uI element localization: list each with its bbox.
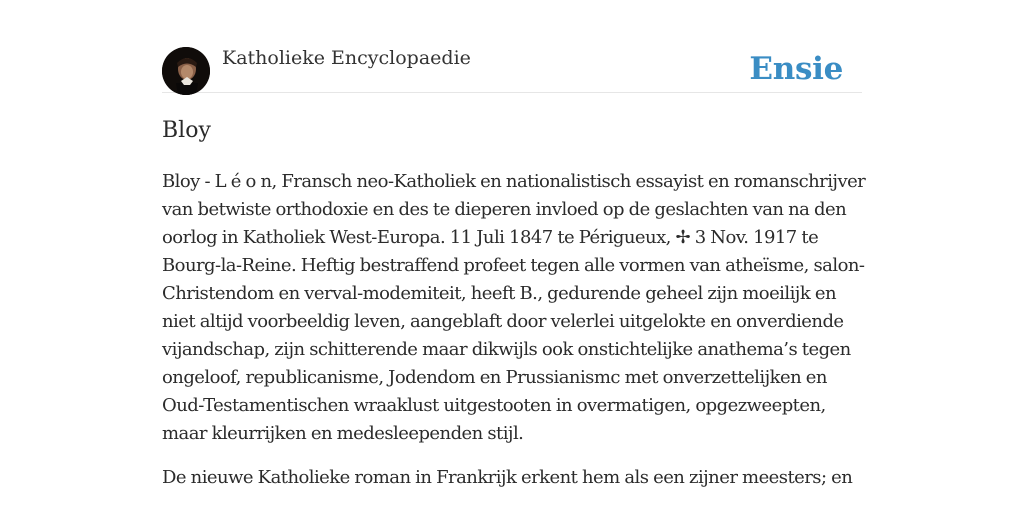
site-header [162, 46, 862, 93]
brand-logo[interactable]: Ensie [749, 51, 843, 87]
portrait-image [162, 47, 210, 95]
avatar[interactable] [162, 47, 210, 95]
article-body [162, 168, 868, 508]
page-title: Bloy [162, 118, 211, 143]
article-paragraph-2: De nieuwe Katholieke roman in Frankrijk erkent hem als een zijner meesters; en [162, 467, 853, 488]
site-name[interactable]: Katholieke Encyclopaedie [222, 47, 471, 69]
article-paragraph-1: Bloy - L é o n, Fransch neo-Katholiek en nationalistisch essayist en romanschrijver van betwiste orthodoxie en des te dieperen invloed op de geslachten van na den oorlog in Katholiek West-Europa. 11 Juli 1847 te Périgueux, ✢ 3 Nov. 1917 te Bourg-la-Reine. Heftig bestraffend profeet tegen alle vormen van atheïsme, salon-Christendom en verval-modemiteit, heeft B., gedurende geheel zijn moeilijk en niet altijd voorbeeldig leven, aangeblaft door velerlei uitgelokte en onverdiende vijandschap, zijn schitterende maar dikwijls ook onstichtelijke anathema’s tegen ongeloof, republicanisme, Jodendom en Prussianismc met onverzettelijken en Oud-Testamentischen wraaklust uitgestooten in overmatigen, opgezweepten, maar kleurrijken en medesleependen stijl. [162, 171, 866, 444]
